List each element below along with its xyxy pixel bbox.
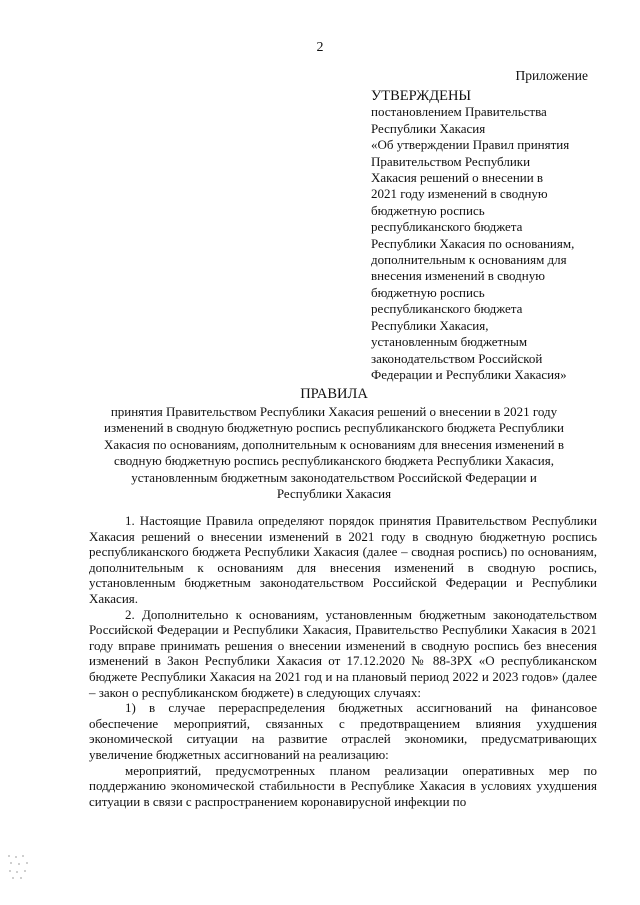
scan-artifact-icon [6,852,36,882]
page-number: 2 [316,40,324,55]
approval-line: республиканского бюджета [371,301,523,317]
paragraph-2-item-1-sub: мероприятий, предусмотренных планом реализации оперативных мер по поддержанию экономической стабильности в Республике Хакасия в условиях ухудшения ситуации в связи с распространением коронавирусной инфекции по [89,762,597,809]
subtitle-line: изменений в сводную бюджетную роспись республиканского бюджета Республики [104,420,564,435]
document-title: ПРАВИЛА [300,386,368,402]
approval-line: установленным бюджетным [371,334,528,350]
subtitle-line: установленным бюджетным законодательством Российской Федерации и [131,469,537,485]
document-body [89,513,597,809]
approval-line: бюджетную роспись [371,284,485,300]
paragraph-2-item-1: 1) в случае перераспределения бюджетных ассигнований на финансовое обеспечение мероприятий, связанных с предотвращением влияния ухудшения экономической ситуации на развитие отраслей экономики, предусматривающих увеличение бюджетных ассигнований на реализацию: [89,700,597,762]
approval-line: республиканского бюджета [371,219,523,235]
approval-line: «Об утверждении Правил принятия [371,137,570,153]
subtitle-line: сводную бюджетную роспись республиканского бюджета Республики Хакасия, [113,453,554,468]
subtitle-line: Хакасия по основаниям, дополнительным к основаниям для внесения изменений в [104,436,564,452]
document-heading [88,386,580,503]
approval-line: Республики Хакасия по основаниям, [371,235,575,251]
approval-block [371,88,606,383]
approval-heading: УТВЕРЖДЕНЫ [371,88,472,104]
approval-line: Республики Хакасия [371,120,486,136]
approval-line: Федерации и Республики Хакасия» [371,366,567,382]
approval-line: бюджетную роспись [371,202,485,218]
approval-line: постановлением Правительства [371,104,547,120]
approval-line: Республики Хакасия, [371,317,489,333]
approval-line: внесения изменений в сводную [371,268,545,284]
subtitle-line: Республики Хакасия [276,486,392,501]
paragraph-2: 2. Дополнительно к основаниям, установленным бюджетным законодательством Российской Федерации и Республики Хакасия, Правительство Республики Хакасия в 2021 году вправе принимать решения о внесении изменений в сводную роспись без внесения изменений в Закон Республики Хакасия от 17.12.2020 № 88-ЗРХ «О республиканском бюджете Республики Хакасия на 2021 год и на плановый период 2022 и 2023 годов» (далее – закон о республиканском бюджете) в следующих случаях: [89,606,597,700]
approval-line: дополнительным к основаниям для [371,252,567,268]
appendix-label: Приложение [515,68,588,83]
subtitle-line: принятия Правительством Республики Хакасия решений о внесении в 2021 году [110,403,558,419]
approval-line: Правительством Республики [371,153,531,169]
paragraph-1: 1. Настоящие Правила определяют порядок принятия Правительством Республики Хакасия решений о внесении изменений в 2021 году в сводную бюджетную роспись республиканского бюджета Республики Хакасия (далее – сводная роспись) по основаниям, дополнительным к основаниям для внесения изменений в сводную роспись, установленным бюджетным законодательством Российской Федерации и Республики Хакасия. [89,513,597,606]
approval-line: законодательством Российской [371,350,543,366]
approval-line: 2021 году изменений в сводную [371,186,548,202]
approval-line: Хакасия решений о внесении в [371,170,544,186]
